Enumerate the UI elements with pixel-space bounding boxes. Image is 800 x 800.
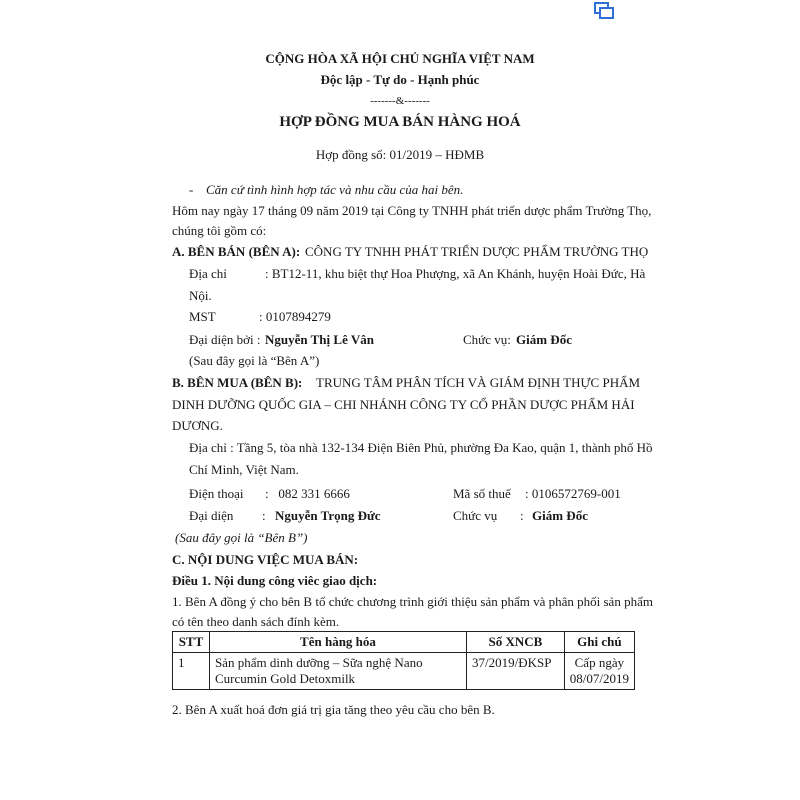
intro-line-2: chúng tôi gồm có:	[172, 223, 267, 238]
party-a-address-line-1: : BT12-11, khu biệt thự Hoa Phượng, xã An Khánh, huyện Hoài Đức, Hà	[265, 266, 646, 281]
party-a-position-label: Chức vụ:	[463, 332, 511, 347]
clause-1-line-2: có tên theo danh sách đính kèm.	[172, 614, 340, 629]
table-row	[173, 653, 635, 690]
party-b-position-label: Chức vụ	[453, 508, 498, 523]
party-b-name-line-1: TRUNG TÂM PHÂN TÍCH VÀ GIÁM ĐỊNH THỰC PHẨM	[316, 375, 641, 390]
party-b-name-line-2: DINH DƯỠNG QUỐC GIA – CHI NHÁNH CÔNG TY CỔ PHẦN DƯỢC PHẨM HẢI	[172, 397, 635, 412]
header-stt: STT	[173, 632, 210, 653]
table-header-row	[173, 632, 635, 653]
note-line-1: Cấp ngày	[574, 655, 625, 670]
party-b-alias: (Sau đây gọi là “Bên B”)	[175, 530, 308, 545]
party-a-rep-name: Nguyễn Thị Lê Vân	[265, 332, 374, 347]
party-b-tax-value: : 0106572769-001	[525, 486, 621, 501]
party-b-position-value: Giám Đốc	[532, 508, 588, 523]
product-name-line-1: Sản phẩm dinh dưỡng – Sữa nghệ Nano	[214, 655, 423, 670]
party-b-address-line-1: Địa chỉ : Tầng 5, tòa nhà 132-134 Điện Biên Phủ, phường Đa Kao, quận 1, thành phố Hồ	[189, 440, 653, 455]
section-c-title: C. NỘI DUNG VIỆC MUA BÁN:	[172, 552, 359, 567]
cell-xncb: 37/2019/ĐKSP	[467, 653, 565, 690]
party-a-name: CÔNG TY TNHH PHÁT TRIỂN DƯỢC PHẨM TRƯỜNG THỌ	[305, 244, 649, 259]
party-a-address-label: Địa chỉ	[189, 266, 227, 281]
article-1-title: Điều 1. Nội dung công viêc giao dịch:	[172, 573, 378, 588]
party-b-rep-name: Nguyễn Trọng Đức	[275, 508, 381, 523]
motto: Độc lập - Tự do - Hạnh phúc	[320, 72, 480, 87]
cell-product-name	[209, 653, 466, 690]
party-b-name-line-3: DƯƠNG.	[172, 418, 223, 433]
basis-text: Căn cứ tình hình hợp tác và nhu cầu của hai bên.	[206, 182, 464, 197]
clause-1-line-1: 1. Bên A đồng ý cho bên B tổ chức chương trình giới thiệu sản phẩm và phân phối sản phẩm	[172, 594, 653, 609]
party-a-address-line-2: Nội.	[189, 288, 212, 303]
party-b-label: B. BÊN MUA (BÊN B):	[172, 375, 303, 390]
nation-heading: CỘNG HÒA XÃ HỘI CHỦ NGHĨA VIỆT NAM	[265, 51, 535, 66]
restore-window-icon[interactable]	[594, 2, 614, 20]
party-a-label: A. BÊN BÁN (BÊN A):	[172, 244, 301, 259]
cell-note	[564, 653, 634, 690]
clause-2: 2. Bên A xuất hoá đơn giá trị gia tăng theo yêu cầu cho bên B.	[172, 702, 495, 717]
note-line-2: 08/07/2019	[569, 671, 629, 686]
goods-table	[172, 631, 635, 690]
party-a-rep-label: Đại diện bởi :	[189, 332, 261, 347]
party-b-phone-value: : 082 331 6666	[265, 486, 350, 501]
header-note: Ghi chú	[564, 632, 634, 653]
contract-title: HỢP ĐỒNG MUA BÁN HÀNG HOÁ	[279, 114, 521, 130]
party-b-phone-label: Điện thoại	[189, 486, 244, 501]
party-a-alias: (Sau đây gọi là “Bên A”)	[189, 353, 320, 368]
party-b-position-colon: :	[520, 508, 524, 523]
header-product-name: Tên hàng hóa	[209, 632, 466, 653]
party-a-position-value: Giám Đốc	[516, 332, 572, 347]
basis-dash: -	[189, 182, 194, 197]
party-b-address-line-2: Chí Minh, Việt Nam.	[189, 462, 299, 477]
product-name-line-2: Curcumin Gold Detoxmilk	[214, 671, 356, 686]
cell-stt: 1	[173, 653, 210, 690]
intro-line-1: Hôm nay ngày 17 tháng 09 năm 2019 tại Công ty TNHH phát triển dược phẩm Trường Thọ,	[172, 203, 652, 218]
party-a-tax-label: MST	[189, 309, 216, 324]
divider: -------&-------	[370, 95, 430, 107]
party-b-rep-label: Đại diện	[189, 508, 234, 523]
party-a-tax-value: : 0107894279	[259, 309, 331, 324]
party-b-rep-colon: :	[262, 508, 266, 523]
header-xncb: Số XNCB	[467, 632, 565, 653]
party-b-tax-label: Mã số thuế	[453, 486, 511, 501]
contract-number: Hợp đồng số: 01/2019 – HĐMB	[315, 147, 485, 162]
